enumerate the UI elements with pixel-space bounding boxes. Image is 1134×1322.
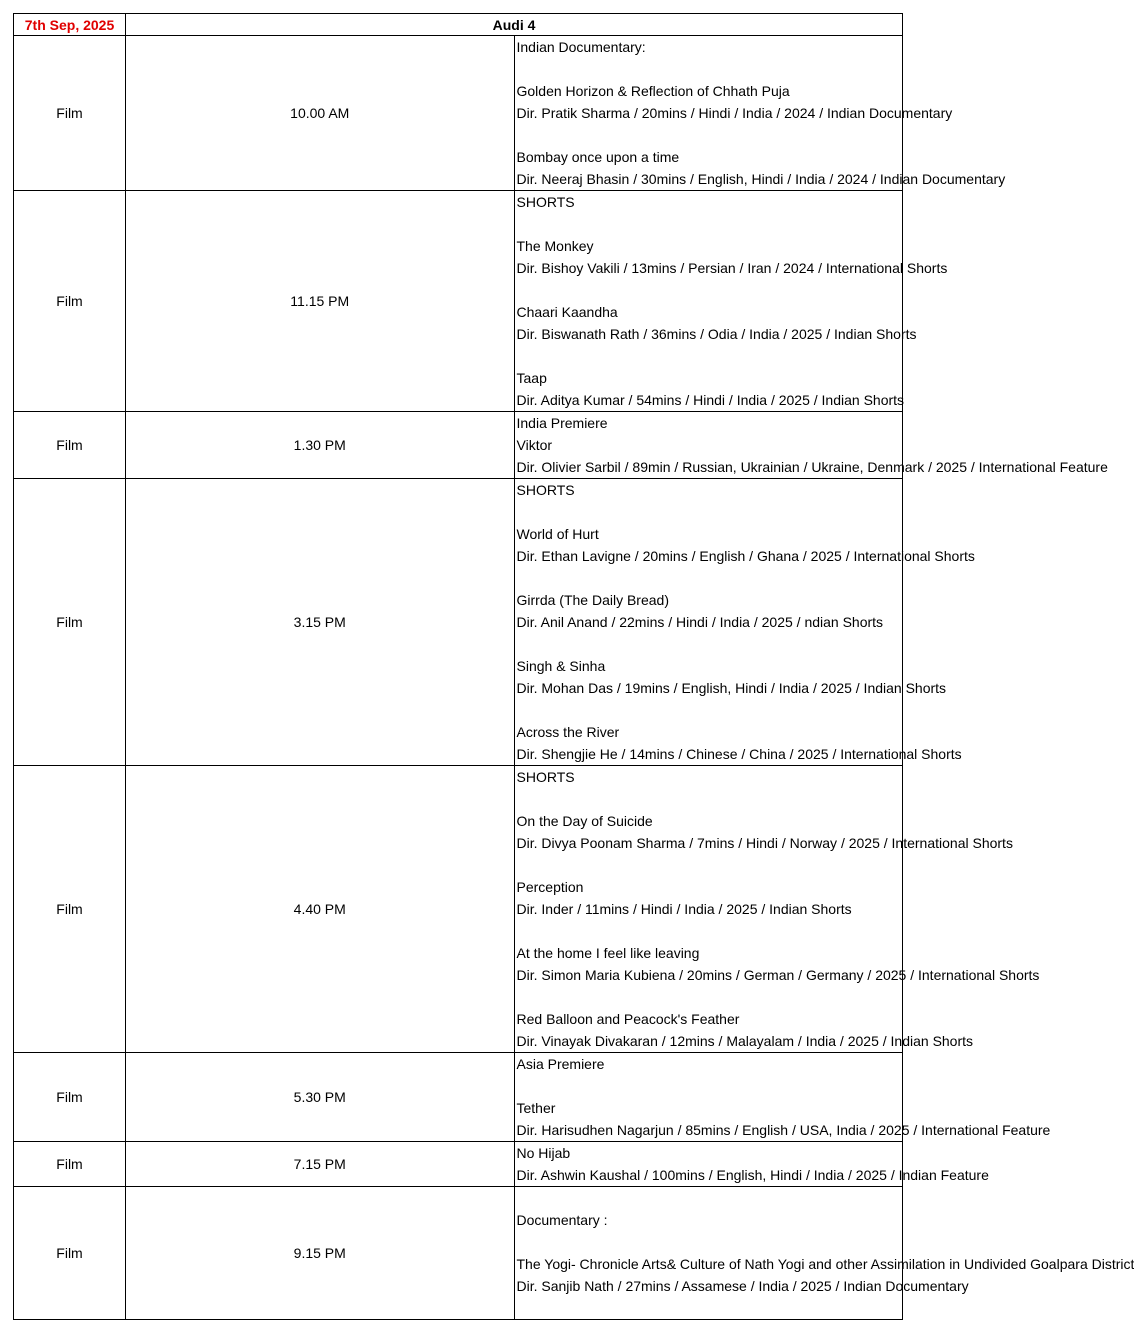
- screening-category: Film: [14, 766, 126, 1053]
- programme-line: World of Hurt: [516, 526, 599, 542]
- programme-line: Across the River: [516, 724, 620, 740]
- screening-programme: [514, 479, 975, 766]
- programme-line: India Premiere: [516, 415, 608, 431]
- schedule-row: [14, 36, 903, 191]
- programme-line: Dir. Bishoy Vakili / 13mins / Persian / Iran / 2024 / International Shorts: [516, 260, 948, 276]
- schedule-row: [14, 1187, 903, 1320]
- screening-programme: [514, 1187, 1134, 1320]
- programme-line: The Monkey: [516, 238, 594, 254]
- screening-time: 10.00 AM: [126, 36, 515, 191]
- programme-line: Perception: [516, 879, 584, 895]
- screening-time: 7.15 PM: [126, 1142, 515, 1187]
- programme-line: At the home I feel like leaving: [516, 945, 700, 961]
- screening-category: Film: [14, 412, 126, 479]
- screening-programme: [514, 1142, 989, 1187]
- screening-time: 1.30 PM: [126, 412, 515, 479]
- schedule-row: [14, 191, 903, 412]
- screening-category: Film: [14, 36, 126, 191]
- screening-category: Film: [14, 1187, 126, 1320]
- screening-category: Film: [14, 1053, 126, 1142]
- schedule-row: [14, 479, 903, 766]
- header-row: [14, 14, 903, 36]
- screening-category: Film: [14, 191, 126, 412]
- programme-line: SHORTS: [516, 769, 575, 785]
- schedule-date: 7th Sep, 2025: [14, 14, 126, 36]
- screening-time: 4.40 PM: [126, 766, 515, 1053]
- programme-line: Dir. Simon Maria Kubiena / 20mins / German / Germany / 2025 / International Shorts: [516, 967, 1040, 983]
- programme-line: The Yogi- Chronicle Arts& Culture of Nath Yogi and other Assimilation in Undivided Goalpara District: [516, 1256, 1134, 1272]
- programme-line: Dir. Pratik Sharma / 20mins / Hindi / India / 2024 / Indian Documentary: [516, 105, 953, 121]
- schedule-row: [14, 1142, 903, 1187]
- programme-line: Viktor: [516, 437, 553, 453]
- programme-line: On the Day of Suicide: [516, 813, 653, 829]
- screening-programme: [514, 412, 1108, 479]
- programme-line: Dir. Mohan Das / 19mins / English, Hindi / India / 2025 / Indian Shorts: [516, 680, 947, 696]
- programme-line: Asia Premiere: [516, 1056, 605, 1072]
- schedule-row: [14, 1053, 903, 1142]
- schedule-row: [14, 412, 903, 479]
- programme-line: Documentary :: [516, 1212, 608, 1228]
- programme-line: Golden Horizon & Reflection of Chhath Puja: [516, 83, 790, 99]
- screening-time: 3.15 PM: [126, 479, 515, 766]
- programme-line: Dir. Ethan Lavigne / 20mins / English / Ghana / 2025 / International Shorts: [516, 548, 975, 564]
- schedule-body: [14, 14, 1134, 1320]
- programme-line: Chaari Kaandha: [516, 304, 618, 320]
- screening-programme: [514, 191, 948, 412]
- programme-line: Dir. Neeraj Bhasin / 30mins / English, Hindi / India / 2024 / Indian Documentary: [516, 171, 1006, 187]
- programme-line: Bombay once upon a time: [516, 149, 680, 165]
- programme-line: Singh & Sinha: [516, 658, 606, 674]
- programme-line: Indian Documentary:: [516, 39, 646, 55]
- screening-category: Film: [14, 1142, 126, 1187]
- screening-time: 5.30 PM: [126, 1053, 515, 1142]
- programme-line: Tether: [516, 1100, 556, 1116]
- schedule-table: [13, 13, 1134, 1320]
- programme-line: Dir. Sanjib Nath / 27mins / Assamese / India / 2025 / Indian Documentary: [516, 1278, 969, 1294]
- programme-line: Dir. Ashwin Kaushal / 100mins / English, Hindi / India / 2025 / Indian Feature: [516, 1167, 989, 1183]
- programme-line: Dir. Aditya Kumar / 54mins / Hindi / India / 2025 / Indian Shorts: [516, 392, 905, 408]
- hall-name: Audi 4: [126, 14, 903, 36]
- programme-line: Dir. Olivier Sarbil / 89min / Russian, Ukrainian / Ukraine, Denmark / 2025 / International Feature: [516, 459, 1108, 475]
- screening-time: 9.15 PM: [126, 1187, 515, 1320]
- programme-line: Dir. Anil Anand / 22mins / Hindi / India / 2025 / ndian Shorts: [516, 614, 884, 630]
- programme-line: SHORTS: [516, 194, 575, 210]
- programme-line: Taap: [516, 370, 547, 386]
- programme-line: Dir. Shengjie He / 14mins / Chinese / China / 2025 / International Shorts: [516, 746, 962, 762]
- screening-time: 11.15 PM: [126, 191, 515, 412]
- programme-line: Dir. Vinayak Divakaran / 12mins / Malayalam / India / 2025 / Indian Shorts: [516, 1033, 974, 1049]
- screening-programme: [514, 766, 1040, 1053]
- programme-line: Dir. Harisudhen Nagarjun / 85mins / English / USA, India / 2025 / International Feature: [516, 1122, 1051, 1138]
- schedule-row: [14, 766, 903, 1053]
- programme-line: Girrda (The Daily Bread): [516, 592, 669, 608]
- programme-line: Red Balloon and Peacock's Feather: [516, 1011, 740, 1027]
- screening-programme: [514, 36, 1006, 191]
- programme-line: Dir. Inder / 11mins / Hindi / India / 2025 / Indian Shorts: [516, 901, 852, 917]
- programme-line: Dir. Divya Poonam Sharma / 7mins / Hindi / Norway / 2025 / International Shorts: [516, 835, 1013, 851]
- programme-line: Dir. Biswanath Rath / 36mins / Odia / India / 2025 / Indian Shorts: [516, 326, 917, 342]
- screening-programme: [514, 1053, 1051, 1142]
- programme-line: SHORTS: [516, 482, 575, 498]
- screening-category: Film: [14, 479, 126, 766]
- programme-line: No Hijab: [516, 1145, 571, 1161]
